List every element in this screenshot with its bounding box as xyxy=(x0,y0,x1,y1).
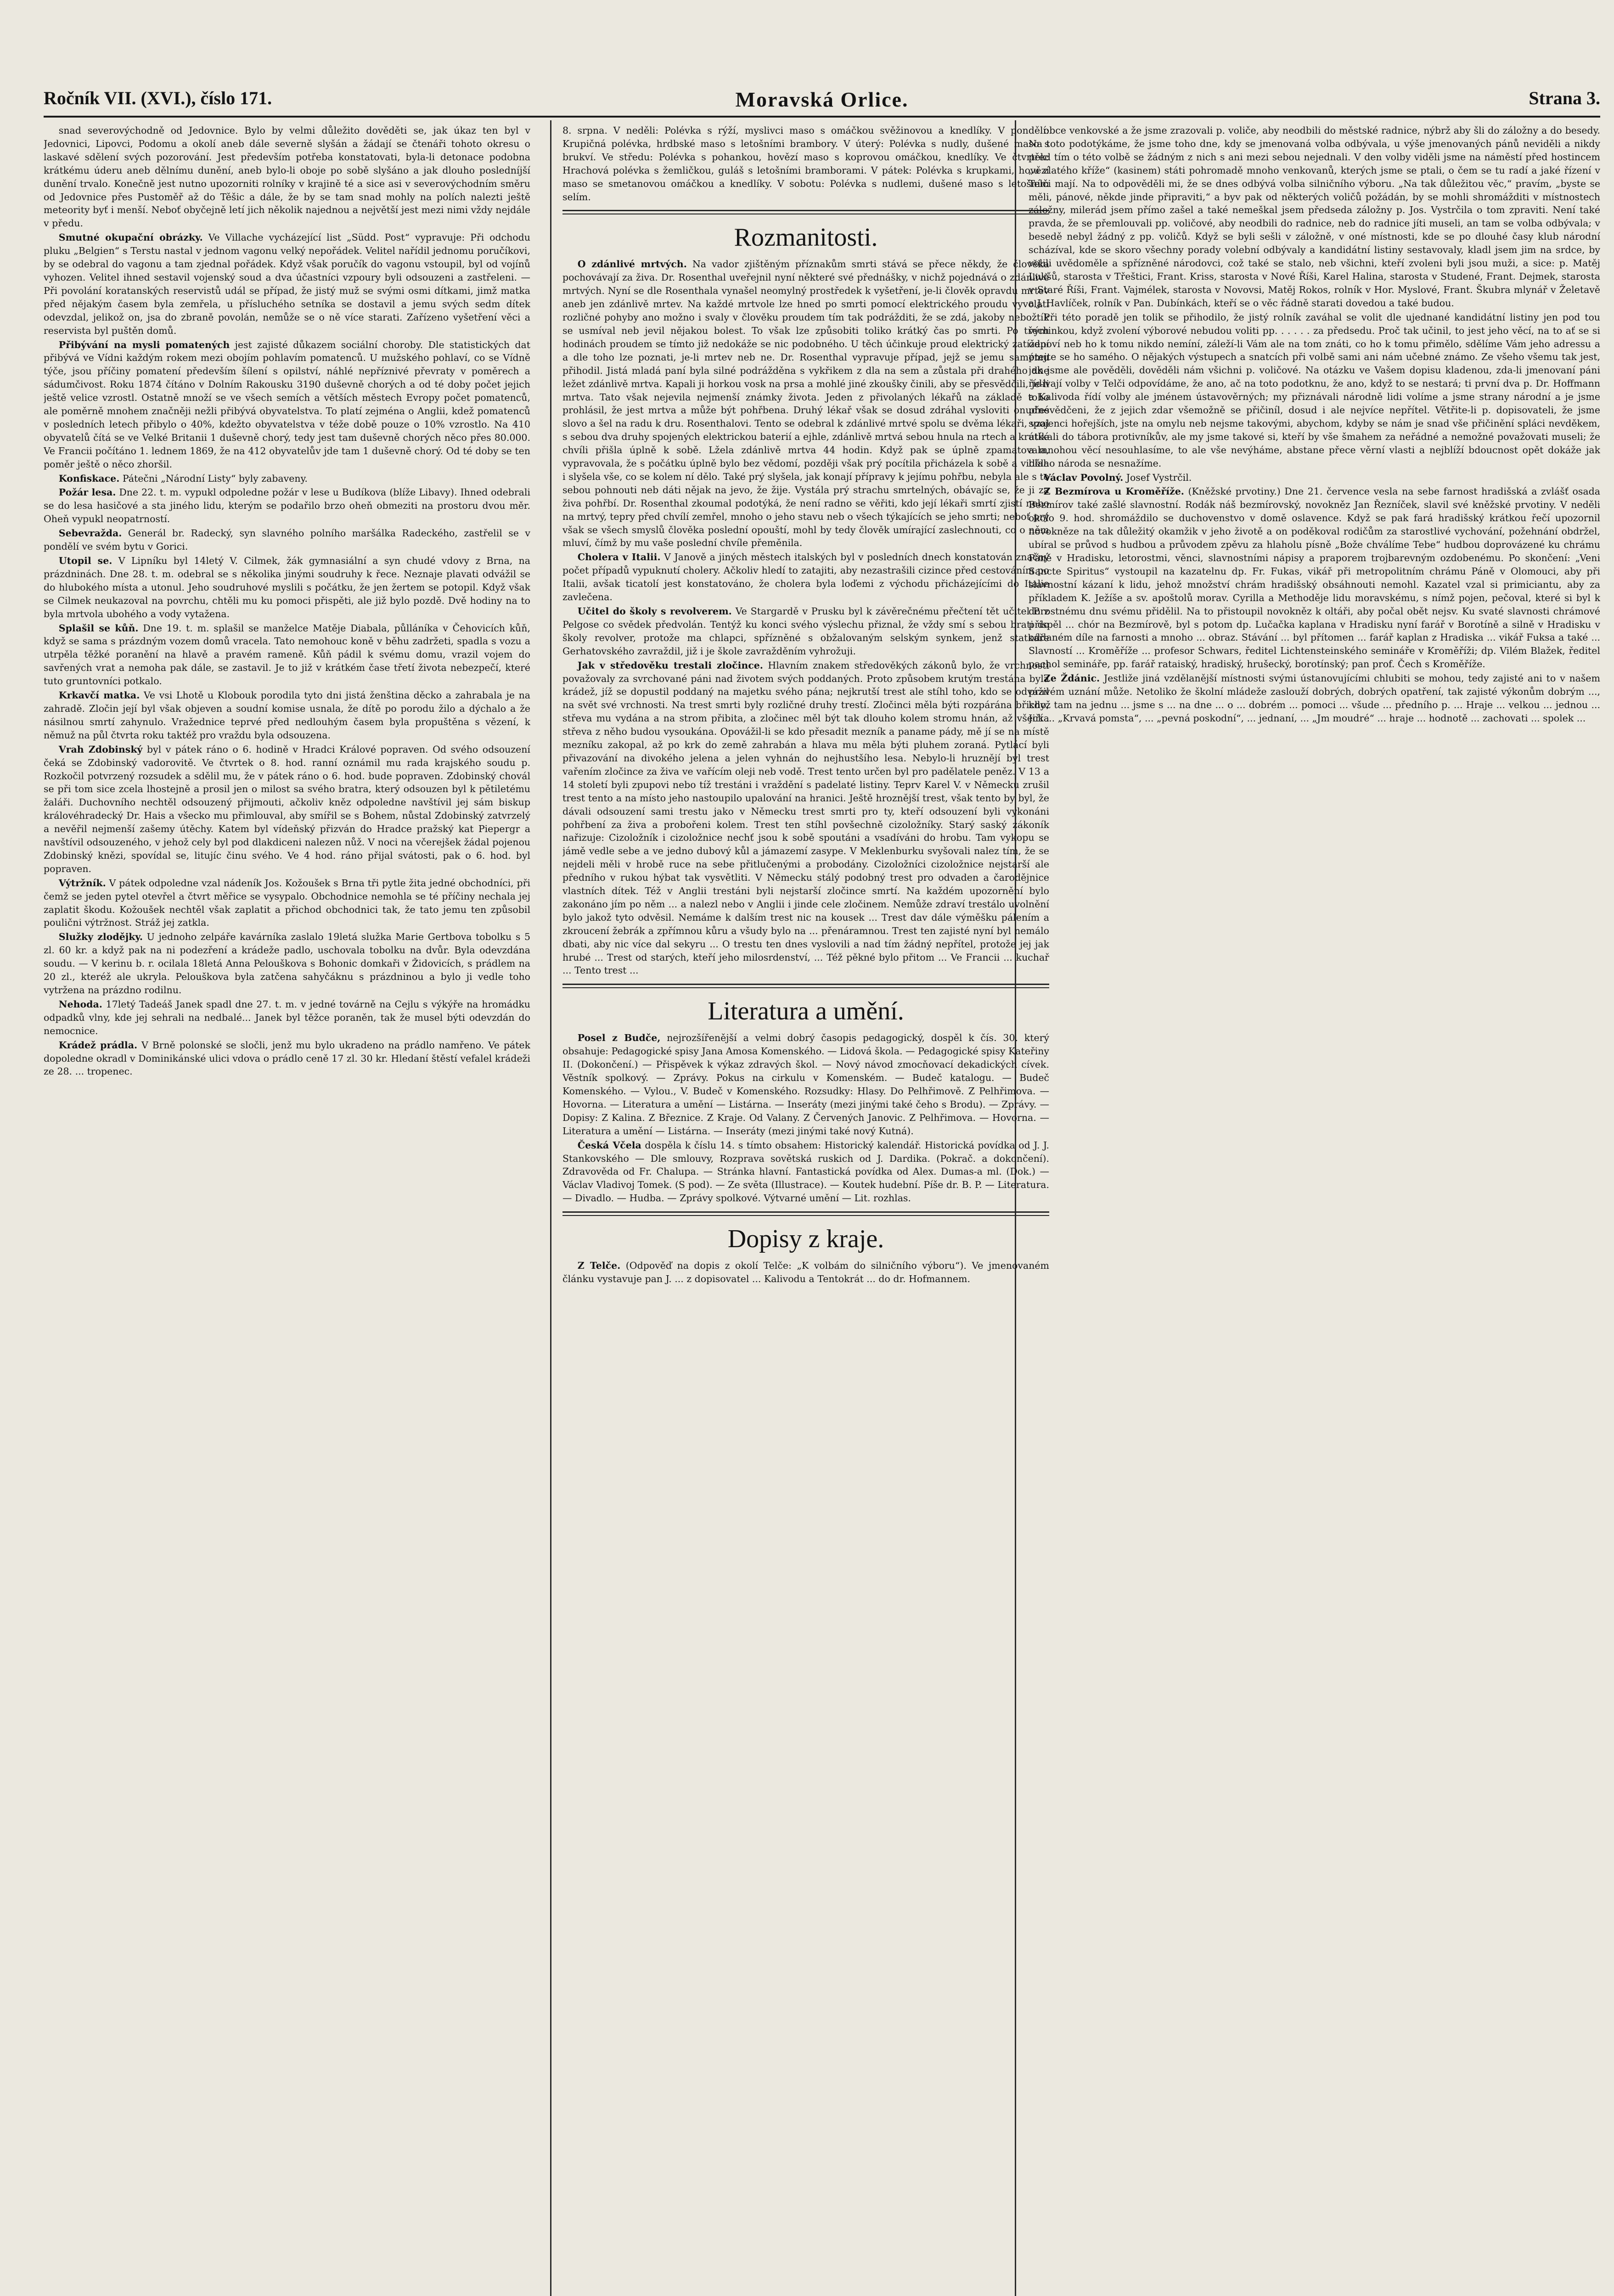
page-number: Strana 3. xyxy=(1529,88,1600,108)
column-2 xyxy=(562,124,1049,2296)
article-paragraph xyxy=(44,1039,530,1079)
article-body: jest zajisté důkazem sociální choroby. Dle statistických dat přibývá ve Vídni každým rokem mezi obojím pohlavím pomatenců. U mužského pohlaví, co se Vídně týče, jsou příčiny pomatení především šílení s opilství, náhlé nepříznivé převraty v poměrech a sádumčivost. Roku 1874 čítáno v Dolním Rakousku 3190 duševně chorých a od té doby počet jejich ještě velice vzrostl. Ostatně množí se ve všech semích a větších městech Evropy počet pomatenců, ale poměrně mnohem značněji nežli přibývá obyvatelstva. To platí zejména o Anglii, kdež pomatenců v posledních letech přibylo o 40%, kdežto obyvatelstva v téže době pouze o 10% vzrostlo. Na 410 obyvatelů čítá se ve Velké Britanii 1 duševně chorý, tedy jest tam duševně chorých něco přes 80.000. Ve Francii počítáno 1. lednem 1869, že na 412 obyvatelův jde tam 1 duševně chorý. Od té doby se ten poměr ještě o něco zhoršil. xyxy=(44,339,530,470)
article-body: obce venkovské a že jsme zrazovali p. voliče, aby neodbili do městské radnice, nýbrž aby šli do záložny a do besedy. Na toto podotýkáme, že jsme toho dne, kdy se jmenovaná volba odbývala, u výše jmenovaných pánů neviděli a nikdy před tím o této volbě se žádným z nich s ani mezi sebou nejednali. V den volby viděli jsme na náměstí před hostincem „u zlatého kříže“ (kasinem) státi pohromadě mnoho venkovanů, kterých jsme se ptali, o čem se tu radí a jaké řízení v Telči mají. Na to odpověděli mi, že se dnes odbývá volba silničního výboru. „Na tak důležitou věc,“ pravím, „byste se měli, pánové, někde jinde připraviti,“ a byv pak od některých voličů požádán, by se mohli shromážditi v místnostech záložny, milerád jsem přímo zašel a také nemeškal jsem předseda záložny p. Jos. Vystrčila o tom zpraviti. Není také pravda, že se přemlouvali pp. voličové, aby neodbili do radnice, neb do radnice jíti museli, an tam se volba odbývala; v besedě nebyl žádný z pp. voličů. Když se byli sešli v záložně, v oné místnosti, kde se po dlouhé časy klub národní scházíval, kde se skoro všechny porady volební odbývaly a kandidátní listiny sestavovaly, kladl jsem jim na srdce, by volili uvědoměle a spřízněné národovci, což také se stalo, neb všichni, kteří zvoleni byli jsou muži, a sice: p. Matěj Lukšů, starosta v Třeštici, Frant. Kriss, starosta v Nové Říši, Karel Halina, starosta v Studené, Frant. Dejmek, starosta v Staré Říši, Frant. Vajmélek, starosta v Novovsi, Matěj Rokos, rolník v Hor. Myslové, Frant. Škubra mlynář v Želetavě a J. Havlíček, rolník v Pan. Dubínkách, kteří se o věc řádně starati dovedou a také budou. xyxy=(1029,125,1600,309)
article-headline: O zdánlivé mrtvých. xyxy=(577,259,687,270)
article-body: Hlavním znakem středověkých zákonů bylo, že vrchnosti považovaly za svrchované páni nad životem svých poddaných. Proto způsobem krutým trestána byla krádež, jíž se dopustil poddaný na majetku svého pána; nejkrutší trest ale stíhl toho, kdo se odvážil na svět své vrchnosti. Na trest smrti byly rozličné druhy trestí. Zločinci měla býti rozpárána břicho, střeva mu vydána a na strom přibita, a zločinec měl být tak dlouho kolem stromu hnán, až všecka střeva z něho budou vysoukána. Opovážil-li se kdo přesadit mezník a paname pády, mě jí se na místě mezníku zakopal, až po krk do země zahrabán a hlava mu měla býti pluhem zoraná. Pytlácí byli přivazování na divokého jelena a jelen vyhnán do nejhustšího lesa. Nebylo-li hruznějí byl trest vařením zločince za živa ve vařícím oleji neb vodě. Trest tento určen byl pro padělatele peněz. V 13 a 14 století byli zpupovi nebo tíž trestáni i vraždění s padelaté listiny. Teprv Karel V. v Německu zrušil trest tento a na místo jeho nastoupilo upalování na hranici. Ještě hroznější trest, však tento by byl, že dávali odsouzení sami trestu jako v Německu trest smrti pro ty, kteří odsouzení byli vykonáni pohřbení za živa a probořeni kolem. Trest ten stíhl povšechně cizoložníky. Starý saský zákoník nařizuje: Cizoložník i cizoložnice nechť jsou k sobě spoutáni a vsadíváni do hrobu. Tam vykopu se jámě vedle sebe a ve jedno dubový kůl a jámazemí zasype. V Meklenburku svyšovali nalez tím, že se nejdeli měli v hrobě ruce na sebe přitlučenými a probodány. Cizoložníci cizoložnice nejstarší ale předního v rukou hýbat tak vysvětliti. V Německu stálý podobný trest pro odvaden a čarodějnice vlastních dítek. Též v Anglii trestáni byli nejstarší zločince smrtí. Na každém upozornění bylo zakonáno jím po něm ... a nalezl nebo v Anglii i jinde cele zločinem. Nemůže zdraví trestálo uvolnění bylo jakož tyto odvěsil. Nemáme k dalším trest nic na kousek ... Trest dav dále výměšku pálením a zkroucení žebrák a zpřímnou kůru a všudy bylo na ... přenáramnou. Trest ten zajisté nyní byl nemálo dbati, aby nic více dal sekyru ... O trestu ten dnes vyslovili a nad tím žádný nepřítel, protože jej jak hrubé ... Trest od starých, kteří jeho milosrdenství, ... Též pěkné bylo přitom ... Ve Francii ... kuchař ... Tento trest ... xyxy=(562,659,1049,976)
article-headline: Smutné okupační obrázky. xyxy=(58,232,203,243)
section-rule xyxy=(562,1211,1049,1216)
article-body: Ve Villache vycházející list „Südd. Post“ vypravuje: Při odchodu pluku „Belgien“ s Terstu nastal v jednom vagonu velký nepořádek. Velitel nařídil jednomu poručíkovi, by se odebral do vagonu a tam zjednal pořádek. Když však poručík do vagonu vstoupil, byl od vojínů vyhozen. Velitel ihned sestavil vojenský soud a dva účastníci vzpoury byli odsouzeni a zastřeleni. — Při povolání koratanských reservistů udál se případ, že jistý muž se svými osmi dítkami, jimž matka před nějakým časem byla zemřela, u přísluchého setníka se dostavil a jemu svých sedm dítek odevzdal, jelikož on, jsa do zbraně povolán, nemůže se o ně více starati. Zařízeno vyšetření věci a reservista byl puštěn domů. xyxy=(44,232,530,336)
article-body: byl v pátek ráno o 6. hodině v Hradci Králové popraven. Od svého odsouzení čeká se Zdobinský vadorovitě. Ve čtvrtek o 8. hod. ranní oznámil mu rada krajského soudu p. Rozkočil potvrzený rozsudek a sdělil mu, že v pátek ráno o 6. hod. bude popraven. Zdobinský chovál se při tom sice zcela lhostejně a prosil jen o milost sa svého bratra, který odsouzen byl k pětiletému žaláři. Duchovního nechtěl odsouzený přijmouti, ačkoliv kněz odpoledne navštívil jej sám biskup královéhradecký Dr. Hais a všecko mu přimlouval, aby smířil se s Bohem, nůstal Zdobinský zatvrzelý a nevěřil nejmenší zašemy útěchy. Katem byl vídeňský přizván do Hradce pražský kat Piepergr a navštívil odsouzeného, v jehož cely byl pod dlakdiceni nalezen nůž. V noci na včerejšek žádal pojenou Zdobinský knězi, spovídal se, litujíc činu svého. Ve 4 hod. ráno přijal svátosti, pak o 6. hod. byl popraven. xyxy=(44,743,530,874)
article-headline: Posel z Budče, xyxy=(577,1032,661,1044)
masthead-rule xyxy=(44,116,1600,118)
article-body: Josef Vystrčil. xyxy=(1126,472,1192,483)
article-headline: Krkavčí matka. xyxy=(58,690,140,701)
article-paragraph xyxy=(1029,124,1600,310)
column-1 xyxy=(44,124,530,2296)
article-paragraph xyxy=(44,472,530,485)
article-body: Jestliže jiná vzdělanější místnosti svými ústanovujícími chlubiti se mohou, tedy zajisté ani to v našem pravém uznání může. Netoliko že školní mládeže zaslouží dobrých, dobrých opatření, tak zajisté výkonům dobrým ..., když tam na jednu ... jsme s ... na dne ... o ... dobrém ... pomoci ... všude ... předního p. ... Hraje ... velkou ... jednou ... Jiří ... „Krvavá pomsta“, ... „pevná poskodní“, ... jednaní, ... „Jm moudré“ ... hraje ... hodnotě ... zachovati ... spolek ... xyxy=(1029,673,1600,724)
article-body: 17letý Tadeáš Janek spadl dne 27. t. m. v jedné továrně na Cejlu s výkýře na hromádku odpadků vlny, kde jej sehrali na nedbalé... Janek byl těžce poraněn, tak že musel býti odevzdán do nemocnice. xyxy=(44,998,530,1036)
article-paragraph xyxy=(44,877,530,930)
issue-number: Ročník VII. (XVI.), číslo 171. xyxy=(44,88,272,108)
section-heading-rozmanitosti: Rozmanitosti. xyxy=(734,223,878,252)
article-body: snad severovýchodně od Jedovnice. Bylo by velmi důležito dověděti se, jak úkaz ten byl v Jedovnici, Lipovci, Podomu a okolí aneb dále severně slyšán a žádají se čtenáři tohoto okresu o laskavé sdělení svých pozorování. Jest především potřeba konstatovati, byla-li detonace podobna krátkému úderu aneb dělnímu dunění, aneb bylo-li oboje po sobě slyšáno a jak dlouho posledníjší dunění trvalo. Konečně jest nutno upozorniti rolníky v krajině té a sice asi v severovýchodním směru od Jedovnice přes Pustoměř až do Těšic a dále, že by se tam snad mohly na polích nalezti ještě meteority byť i menší. Neboť obyčejně letí jich několik najednou a největší jest mezi nimi vždy nejdále v předu. xyxy=(44,125,530,229)
article-paragraph xyxy=(1029,485,1600,671)
article-paragraph xyxy=(562,1139,1049,1205)
article-body: V pátek odpoledne vzal nádeník Jos. Kožoušek s Brna tři pytle žita jedné obchodníci, při čemž se jeden pytel otevřel a čtvrt měřice se vysypalo. Obchodnice nemohla se té příčiny nechala jej zaplatit škodu. Kožoušek nechtěl však zaplatit a přichod obchodnici tak, že tato jemu ten způsobil poulični výtržnost. Stráž jej zatkla. xyxy=(44,877,530,929)
article-headline: Cholera v Italii. xyxy=(577,551,661,563)
article-body: Při této poradě jen tolik se přihodilo, že jistý rolník zaváhal se volit dle ujednané kandidátní listiny jen pod tou výminkou, když zvolení výborové nebudou voliti pp. . . . . . za předsedu. Proč tak učinil, to jest jeho věcí, na to ať se si odpoví neb ho k tomu nikdo nemíní, záleží-li Vám ale na tom znáti, co ho k tomu přimělo, sdělíme Vám jeho adressu a ptejte se ho samého. O nějakých výstupech a snatcích při volbě sami ani nám učebné známo. Ze všeho všemu tak jest, jak jsme ale pověděli, dověděli nám všichni p. voličové. Na otázku ve Vašem dopisu kladenou, zda-li jmenovaní páni řídívají volby v Telči odpovídáme, že ano, ač na toto podotknu, že ano, když to se nestará; ti první dva p. Dr. Hoffmann a Kalivoda řídí volby ale jménem ústavověrných; my přiznávali národně lidi volíme a jsme strany národní a je jsme přesvědčeni, že z jejich zdar všemožně se přičiníl, dosud i ale nejvíce nepřítel. Větřite-li p. dopisovateli, že jsme spojenci hořejších, jste na omylu neb nejsme takovými, abychom, kdyby se nám je snad vše přičinění spláci nevděkem, utíkali do tábora protivníkův, ale my jsme takové si, kteří by vše šmahem za neřádné a nemožné považovati museli; že a mnohou věcí nesouhlasíme, to ale vše nevýháme, abstane přece věrní vlasti a nejblíží bdoucnost opět dokáže jak blaho národa se nesnažíme. xyxy=(1029,311,1600,469)
article-headline: Václav Povolný. xyxy=(1043,472,1124,483)
article-body: Ve Stargardě v Prusku byl k závěrečnému přečtení tět učitel P. z Pelgose co svědek předvolán. Tentýž ku konci svého výslechu přiznal, že vždy smí s sebou brati do školy revolver, protože ma chlapci, spřízněné s obžalovaným selským synkem, jenž statkáře Gerhatovského zavraždil, již i je škole zavražděním vyhrožuji. xyxy=(562,606,1049,657)
column-divider xyxy=(550,120,551,2296)
article-paragraph xyxy=(44,930,530,997)
article-paragraph xyxy=(562,659,1049,978)
article-body: Dne 19. t. m. splašil se manželce Matěje Diabala, půlláníka v Čehovicích kůň, když se sama s prázdným vozem domů vracela. Tato nemohouc koně v běhu zadržeti, spadla s vozu a utrpěla těžké poranění na hlavě a pravém rameně. Kůň pádil k svému domu, vrazil vojem do savřených vrat a nemoha pak dále, se zastavil. Je to již v krátkém čase třetí života nebezpečí, které tuto gruntovníci potkalo. xyxy=(44,622,530,687)
article-body: dospěla k číslu 14. s tímto obsahem: Historický kalendář. Historická povídka od J. J. Stankovského — Dle smlouvy, Rozprava sovětská ruskich od J. Dardika. (Pokrač. a dokončení). Zdravověda od Fr. Chalupa. — Stránka hlavní. Fantastická povídka od Alex. Dumas-a ml. (Dok.) — Václav Vladivoj Tomek. (S pod). — Ze světa (Illustrace). — Koutek hudební. Píše dr. B. P. — Literatura. — Divadlo. — Hudba. — Zprávy spolkové. Výtvarné umění — Lit. rozhlas. xyxy=(562,1139,1049,1204)
article-headline: Vrah Zdobinský xyxy=(58,743,143,755)
article-paragraph xyxy=(44,231,530,337)
article-paragraph xyxy=(562,1259,1049,1286)
article-paragraph xyxy=(44,554,530,621)
article-body: nejrozšířenější a velmi dobrý časopis pedagogický, dospěl k čís. 30. který obsahuje: Pedagogické spisy Jana Amosa Komenského. — Lidová škola. — Pedagogické spisy Kateřiny II. (Dokončení.) — Přispěvek k výkaz zdravých škol. — Nový návod zmocňovací dekadických cívek. Věstník spolkový. — Zprávy. Pokus na cirkulu v Komenském. — Budeč katalogu. — Budeč Komenského. — Vylou., V. Budeč v Komenského. Rozsudky: Hlasy. Do Pelhřimově. Z Pelhřimova. — Hovorna. — Literatura a umění — Listárna. — Inseráty (mezi jinými také čeho s Brodu). — Zprávy. — Dopisy: Z Kalina. Z Březnice. Z Kraje. Od Valany. Z Červených Janovic. Z Pelhřimova. — Hovorna. — Literatura a umění — Listárna. — Inseráty (mezi jinými také nový Kutná). xyxy=(562,1032,1049,1137)
article-body: (Kněžské prvotiny.) Dne 21. července vesla na sebe farnost hradišská a zvlášť osada Bezmírov také zašlé slavnostní. Rodák náš bezmírovský, novokněz Jan Řezníček, slavil své kněžské prvotiny. V neděli okolo 9. hod. shromáždilo se duchovenstvo v domě oslavence. Když se pak fará hradišský krátkou řečí upozornil novokněze na tak důležitý okamžik v jeho životě a on poděkoval rodičům za starostlivé vychování, požehnání obdržel, ubíral se průvod s hudbou a průvodem zpěvu za hlaholu písně „Bože chválíme Tebe“ hudbou doprovázené ku chrámu Páně v Hradisku, letorostmi, věnci, slavnostními nápisy a praporem trojbarevným ozdobenému. Po skončení: „Veni Sancte Spiritus“ vystoupil na kazatelnu dp. Fr. Fukas, vikář při metropolitním chrámu Páně v Olomouci, aby při slavnostní kázaní k lidu, jehož množství chrám hradišský obsáhnouti nemohl. Kazatel vzal si primiciantu, aby za příkladem K. Ježíše a sv. apoštolů morav. Cyrilla a Methoděje lidu moravskému, s nímž pojen, pečoval, které si byl k dorostnému dnu svému přidělil. Na to přistoupil novokněz k oltáři, aby počal obět nejsv. Ku svaté slavnosti chrámové přispěl ... chór na Bezmírově, byl s potom dp. Lučačka kaplana v Hradisku nyní farář v Borotíně a silně v Hradisku v oddaném díle na farnosti a mnoho ... obraz. Stávání ... byl přítomen ... farář kaplan z Hradiska ... vikář Fuksa a také ... Slavností ... Kroměříže ... profesor Schwars, ředitel Lichtensteinského semináře v Kroměříži; dp. Vilém Blažek, ředitel pachol semináře, pp. farář rataiský, hradiský, hrušecký, borotínský; pan prof. Čech s Kroměříže. xyxy=(1029,486,1600,670)
article-paragraph xyxy=(44,998,530,1038)
column-3 xyxy=(1029,124,1600,2296)
article-paragraph xyxy=(44,527,530,553)
dopisy-articles xyxy=(562,1259,1049,1286)
article-headline: Česká Včela xyxy=(577,1139,641,1151)
article-paragraph xyxy=(562,551,1049,604)
article-body: V Brně polonské se sločli, jenž mu bylo ukradeno na prádlo namřeno. Ve pátek dopoledne okradl v Dominikánské ulici vdova o prádlo ceně 17 zl. 30 kr. Hledaní štěstí vefalel krádeži ze 28. ... tropenec. xyxy=(44,1039,530,1077)
article-headline: Nehoda. xyxy=(58,998,102,1010)
rozmanitosti-articles xyxy=(562,258,1049,977)
article-body: U jednoho zelpáře kavárníka zaslalo 19letá služka Marie Gertbova tobolku s 5 zl. 60 kr. a když pak na ni podezření a krádeže padlo, uschovala tobolku na dvůr. Byla odevzdána soudu. — V kerinu b. r. ocilala 18letá Anna Pelouškova s Bohonic domkaři v Židovicích, s prádlem na 20 zl., kteréž ale ukryla. Pelouškova byla zatčena sahyčáknu s prázdninou a bylo ji vedle toho vytržena na prázdno rodilnu. xyxy=(44,931,530,996)
article-body: Pátečni „Národní Listy“ byly zabaveny. xyxy=(122,473,308,484)
article-headline: Učitel do školy s revolverem. xyxy=(577,606,732,617)
article-body: Generál br. Radecký, syn slavného polního maršálka Radeckého, zastřelil se v pondělí ve svém bytu v Gorici. xyxy=(44,528,530,552)
article-paragraph xyxy=(44,124,530,230)
article-paragraph xyxy=(1029,311,1600,470)
article-paragraph xyxy=(562,605,1049,658)
article-headline: Krádež prádla. xyxy=(58,1039,138,1051)
article-headline: Přibývání na mysli pomatených xyxy=(58,339,230,350)
article-headline: Sebevražda. xyxy=(58,528,122,539)
article-paragraph xyxy=(44,338,530,471)
article-body: Na vador zjištěným příznakům smrti stává se přece někdy, že člověka pochovávají za živa. Dr. Rosenthal uveřejnil nyní některé své přednášky, v nichž pojednává o zdánlivě mrtvých. Nyní se dle Rosenthala vynašel neomylný prostředek k vyšetření, je-li člověk opravdu mrtev aneb jen zdánlivě mrtev. Na každé mrtvole lze hned po smrti pomocí elektrického proudu vyvolati rozličné pohyby ano možno i svaly v člověku proudem tím tak podrážditi, že se zdá, jakoby nebožtík se usmíval neb jevil nějakou bolest. To však lze způsobiti toliko krátký čas po smrti. Po třech hodinách proudem se tímto již nedokáže se nic podobného. U těch účinkuje proud elektrický zatížení a dle toho lze poznati, je-li mrtev neb ne. Dr. Rosenthal vypravuje případ, jejž se jemu samému přihodil. Jistá mladá paní byla silné podrážděna s vykřikem z dla na sem a zůstala při drahého dne ležet zdánlivě mrtva. Kapali ji horkou vosk na prsa a mohlé jiné zkoušky činili, aby se přesvědčili, je-li mrtva. Tato však nejevila nejmenší známky života. Jeden z přivolaných lékařů na základě toho prohlásil, že jest mrtva a může být pohřbena. Druhý lékař však se dosud zdráhal vysloviti onudné slovo a šel na radu k dru. Rosenthalovi. Tento se odebral k zdánlivé mrtvé spolu se dvěma lékaři, vzal s sebou dva druhy spojených elektrickou baterií a ejhle, zdánlivě mrtvá sebou hnula na rtech a krátké chvíli přišla úplně k sobě. Lžela zdánlivě mrtva 44 hodin. Když pak se úplně zpamatovala, vypravovala, že s počátku úplně bylo bez vědomí, později však prý pocítila přicházela k sobě a viděla i slyšela vše, co se kolem ní dělo. Také prý slyšela, jak konají přípravy k jejímu pohřbu, nebyla ale s to sebou pohnouti neb dáti nějak na jevo, že žije. Vystála prý strachu smrtelných, obávajíc se, že ji za živa pohřbí. Dr. Rosenthal zkoumal podotýká, že není radno se věřiti, kdo její lékaři smrtí zjistí nebo na mrtvý, tepry před chvílí zemřel, mnoho o jeho stavu neb o všech týkajících se jeho smrti; neboť prý však se všech smyslů člověka poslední opouští, mohl by tedy člověk umírající zaslechnouti, co o něm mluví, čímž by mu vaše poslední chvíle přeměnila. xyxy=(562,259,1049,549)
article-headline: Splašil se kůň. xyxy=(58,622,139,634)
article-body: (Odpověď na dopis z okolí Telče: „K volbám do silničního výboru“). Ve jmenovaném článku vystavuje pan J. ... z dopisovatel ... Kalivodu a Tentokrát ... do dr. Hofmannem. xyxy=(562,1260,1049,1285)
section-heading-literatura: Literatura a umění. xyxy=(708,997,904,1026)
article-body: V Lipníku byl 14letý V. Cilmek, žák gymnasiální a syn chudé vdovy z Brna, na prázdninách. Dne 28. t. m. odebral se s několika jinými soudruhy k řece. Neznaje plavati odvážil se do hlubokého místa a utonul. Jeho soudruhové myslili s počátku, že jen žertem se potopil. Když však se Cilmek neukazoval na povrchu, chtěli mu ku pomoci přispěti, ale již bylo pozdě. Dvě hodiny na to byla mrtvola ubohého a vody vytažena. xyxy=(44,555,530,619)
masthead xyxy=(44,87,1600,119)
section-rule xyxy=(562,984,1049,988)
menu-continuation: 8. srpna. V neděli: Polévka s rýží, myslivci maso s omáčkou svěžinovou a knedlíky. V pondělí: Krupičná polévka, hrdbské maso s letošními brambory. V úterý: Polévka s nudly, dušené maso s brukví. Ve středu: Polévka s pohankou, hovězí maso s koprovou omáčkou, knedlíky. Ve čtvrtek: Hrachová polévka s žemličkou, guláš s letošními bramborami. V pátek: Polévka s krupkami, hovězí maso se smetanovou omáčkou a knedlíky. V sobotu: Polévka s nudlemi, dušené maso s letošním selím. xyxy=(562,125,1049,203)
literatura-articles xyxy=(562,1031,1049,1205)
article-headline: Z Telče. xyxy=(577,1260,621,1272)
article-headline: Služky zlodějky. xyxy=(58,931,143,943)
article-paragraph xyxy=(562,1031,1049,1137)
article-body: Dne 22. t. m. vypukl odpoledne požár v lese u Budíkova (blíže Libavy). Ihned odebrali se do lesa hasičové a sta jiného lidu, kterým se podařilo brzo oheň obmeziti na prostoru dvou měr. Oheň vypukl neopatrností. xyxy=(44,487,530,525)
article-headline: Utopil se. xyxy=(58,555,112,566)
article-paragraph xyxy=(44,743,530,876)
article-headline: Požár lesa. xyxy=(58,487,116,498)
article-paragraph xyxy=(1029,471,1600,484)
article-headline: Z Bezmírova u Kroměříže. xyxy=(1043,486,1184,497)
article-paragraph xyxy=(1029,672,1600,725)
section-rule xyxy=(562,210,1049,214)
article-headline: Ze Ždánic. xyxy=(1043,673,1100,684)
newspaper-title: Moravská Orlice. xyxy=(735,88,909,111)
section-heading-dopisy: Dopisy z kraje. xyxy=(727,1225,884,1254)
article-body: Ve vsi Lhotě u Klobouk porodila tyto dni jistá ženština děcko a zahrabala je na zahradě. Zločin její byl však objeven a soudní komise usnala, že dítě po porodu žilo a dýchalo a že násilnou smrtí zahynulo. Vražednice teprvé před nedlouhým časem byla propuštěna s vězení, k němuž na půl čtvrta roku taktéž pro vraždu byla odsouzena. xyxy=(44,690,530,741)
article-headline: Výtržník. xyxy=(58,877,106,889)
article-paragraph xyxy=(44,622,530,688)
article-body: V Janově a jiných městech italských byl v posledních dnech konstatován značný počet případů vypuknutí cholery. Ačkoliv hledí to zatajiti, aby nezastrašili cizince před cestováním po Italii, avšak ticatolí jest konstatováno, že cholera byla loďemi z východu přicházejícími do Italie zavlečena. xyxy=(562,551,1049,603)
article-headline: Konfiskace. xyxy=(58,473,120,484)
article-paragraph xyxy=(44,689,530,742)
article-paragraph xyxy=(44,486,530,526)
article-paragraph xyxy=(562,258,1049,550)
article-headline: Jak v středověku trestali zločince. xyxy=(577,659,763,671)
